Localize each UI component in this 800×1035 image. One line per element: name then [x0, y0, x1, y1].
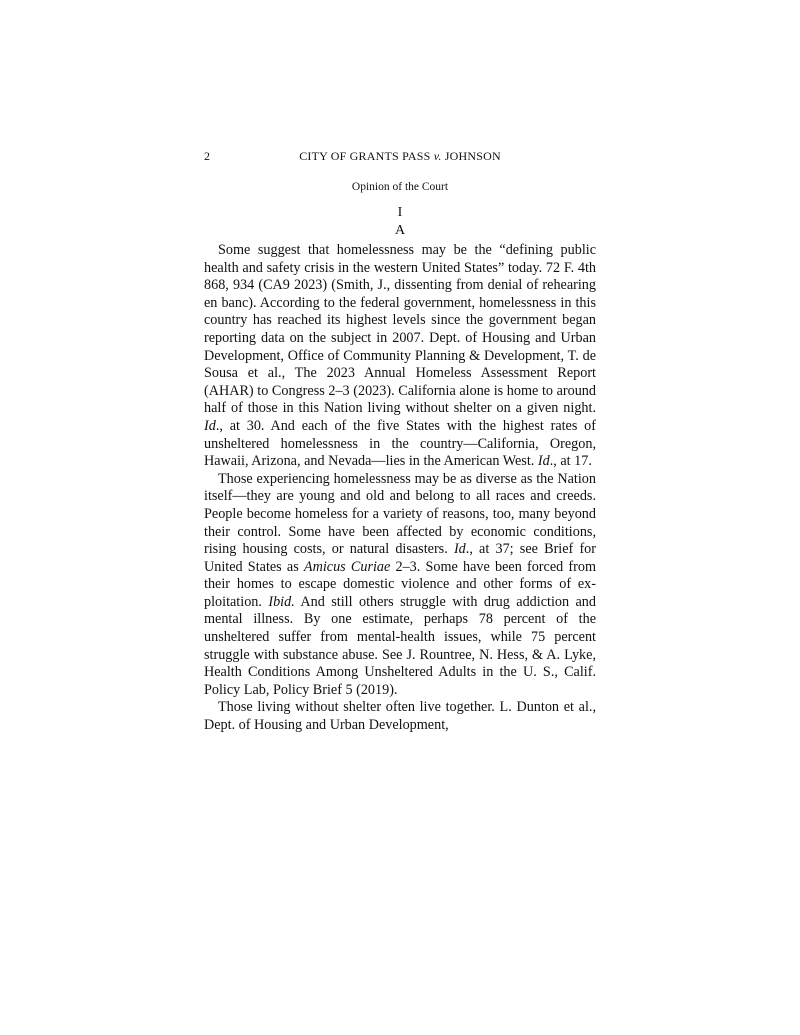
- citation-id: Id: [537, 453, 550, 470]
- case-title-versus: v.: [433, 149, 442, 163]
- opinion-label: Opinion of the Court: [351, 181, 449, 193]
- paragraph-1-text-c: ., at 17.: [549, 453, 592, 470]
- paragraph-2-text-c: 2–3. Some have been forced from their homes to escape domestic violence and other forms of exploitation.: [204, 558, 596, 610]
- case-title-left: CITY OF GRANTS PASS: [299, 149, 431, 163]
- paragraph-3-text-a: Those living without shelter often live together. L. Dunton et al., Dept. of Housing and Urban Development,: [204, 699, 596, 734]
- paragraph-3: [204, 699, 596, 734]
- paragraph-2: [204, 471, 596, 700]
- citation-id: Id: [453, 541, 466, 558]
- citation-id: Id: [204, 417, 216, 434]
- subsection-letter: A: [394, 223, 406, 238]
- section-number: I: [397, 205, 403, 220]
- paragraph-1-text-a: Some suggest that homelessness may be the “defining public health and safety crisis in the western United States” today. 72 F. 4th 868, 934 (CA9 2023) (Smith, J., dissenting from denial of rehearing en banc). According to the federal government, homelessness in this country has reached its highest levels since the government began reporting data on the subject in 2007. Dept. of Housing and Urban Development, Office of Community Planning & Development, T. de Sousa et al., The 2023 Annual Homeless Assessment Report (AHAR) to Congress 2–3 (2023). California alone is home to around half of those in this Nation living without shelter on a given night.: [204, 242, 596, 417]
- paragraph-1: [204, 242, 596, 471]
- paragraph-1-text-b: ., at 30. And each of the five States with the highest rates of unsheltered homelessness in the country—California, Oregon, Hawaii, Arizona, and Nevada—lies in the American West.: [204, 417, 596, 470]
- paragraph-2-text-a: Those experiencing homelessness may be as diverse as the Nation itself—they are young and old and belong to all races and creeds. People become homeless for a variety of reasons, too, many beyond their control. Some have been affected by economic conditions, rising housing costs, or natural disasters.: [204, 470, 596, 558]
- case-title-right: JOHNSON: [444, 149, 501, 163]
- citation-amicus-curiae: Amicus Curiae: [303, 558, 391, 575]
- page-number: 2: [204, 149, 210, 163]
- citation-ibid: Ibid.: [268, 593, 295, 610]
- paragraph-2-text-d: And still others struggle with drug addiction and mental illness. By one estimate, perhaps 78 percent of the unsheltered suffer from mental-health issues, while 75 percent struggle with substance abuse. See J. Rountree, N. Hess, & A. Lyke, Health Conditions Among Unsheltered Adults in the U. S., Calif. Policy Lab, Policy Brief 5 (2019).: [204, 593, 596, 698]
- opinion-body: [204, 242, 596, 735]
- running-head: [204, 149, 596, 163]
- paragraph-2-text-b: ., at 37; see Brief for United States as: [204, 541, 596, 575]
